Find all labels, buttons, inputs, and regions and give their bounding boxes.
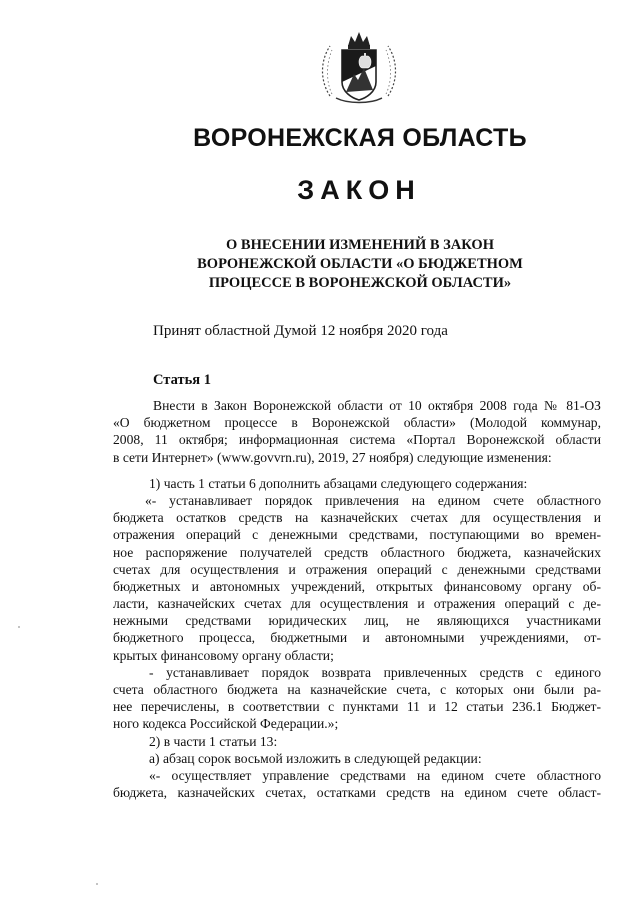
text-line: нее перечислены, в соответствии с пунктами 11 и 12 статьи 236.1 Бюджет- xyxy=(113,699,601,715)
scan-speck xyxy=(18,626,20,628)
text-line: ное распоряжение получателей средств областного бюджета, казначейских xyxy=(113,544,601,560)
text-line: Внести в Закон Воронежской области от 10 октября 2008 года № 81-ОЗ xyxy=(153,398,601,413)
article-body xyxy=(113,397,601,801)
text-line: «- устанавливает порядок привлечения на едином счете областного xyxy=(145,492,601,508)
voronezh-coat-of-arms-icon xyxy=(318,26,400,106)
law-title-line: О ВНЕСЕНИИ ИЗМЕНЕНИЙ В ЗАКОН xyxy=(226,237,494,253)
text-line: 2) в части 1 статьи 13: xyxy=(149,733,278,749)
text-line: бюджетного процесса, бюджетными и автономными учреждениями, от- xyxy=(113,630,601,646)
text-line: крытых финансовому органу области; xyxy=(113,647,334,663)
text-line: «- осуществляет управление средствами на едином счете областного xyxy=(149,767,601,783)
document-type-heading: ЗАКОН xyxy=(297,175,421,205)
text-line: 2008, 11 октября; информационная система «Портал Воронежской области xyxy=(113,432,601,448)
region-title: ВОРОНЕЖСКАЯ ОБЛАСТЬ xyxy=(193,124,527,152)
text-line: «О бюджетном процессе в Воронежской области» (Молодой коммунар, xyxy=(113,415,601,431)
law-title xyxy=(140,236,580,293)
text-line: - устанавливает порядок возврата привлеченных средств с единого xyxy=(149,664,601,680)
scan-speck xyxy=(96,883,98,885)
text-line: счета областного бюджета на казначейские счета, с которых они были ра- xyxy=(113,682,601,697)
text-line: нежными средствами юридических лиц, не являющихся участниками xyxy=(113,613,601,629)
article-heading: Статья 1 xyxy=(153,372,211,388)
text-line: ного кодекса Российской Федерации.»; xyxy=(113,716,339,732)
text-line: бюджета, казначейских счетах, остатками средств на едином счете област- xyxy=(113,785,601,801)
law-title-line: ПРОЦЕССЕ В ВОРОНЕЖСКОЙ ОБЛАСТИ» xyxy=(208,275,512,291)
text-line: ласти, казначейских счетах для осуществления и отражения операций с де- xyxy=(113,596,601,612)
text-line: счетах для осуществления и отражения операций с денежными средствами xyxy=(113,561,601,577)
text-line: в сети Интернет» (www.govvrn.ru), 2019, 27 ноября) следующие изменения: xyxy=(113,449,552,465)
text-line: а) абзац сорок восьмой изложить в следующей редакции: xyxy=(149,750,482,766)
text-line: бюджетных и автономных учреждений, открытых финансовому органу об- xyxy=(113,578,601,594)
text-line: отражения операций с денежными средствами, поступающими во времен- xyxy=(113,527,601,543)
law-title-line: ВОРОНЕЖСКОЙ ОБЛАСТИ «О БЮДЖЕТНОМ xyxy=(197,256,523,272)
text-line: 1) часть 1 статьи 6 дополнить абзацами следующего содержания: xyxy=(149,475,528,491)
adoption-date: Принят областной Думой 12 ноября 2020 года xyxy=(153,323,448,339)
text-line: бюджета остатков средств на казначейских счетах для осуществления и xyxy=(113,510,601,526)
